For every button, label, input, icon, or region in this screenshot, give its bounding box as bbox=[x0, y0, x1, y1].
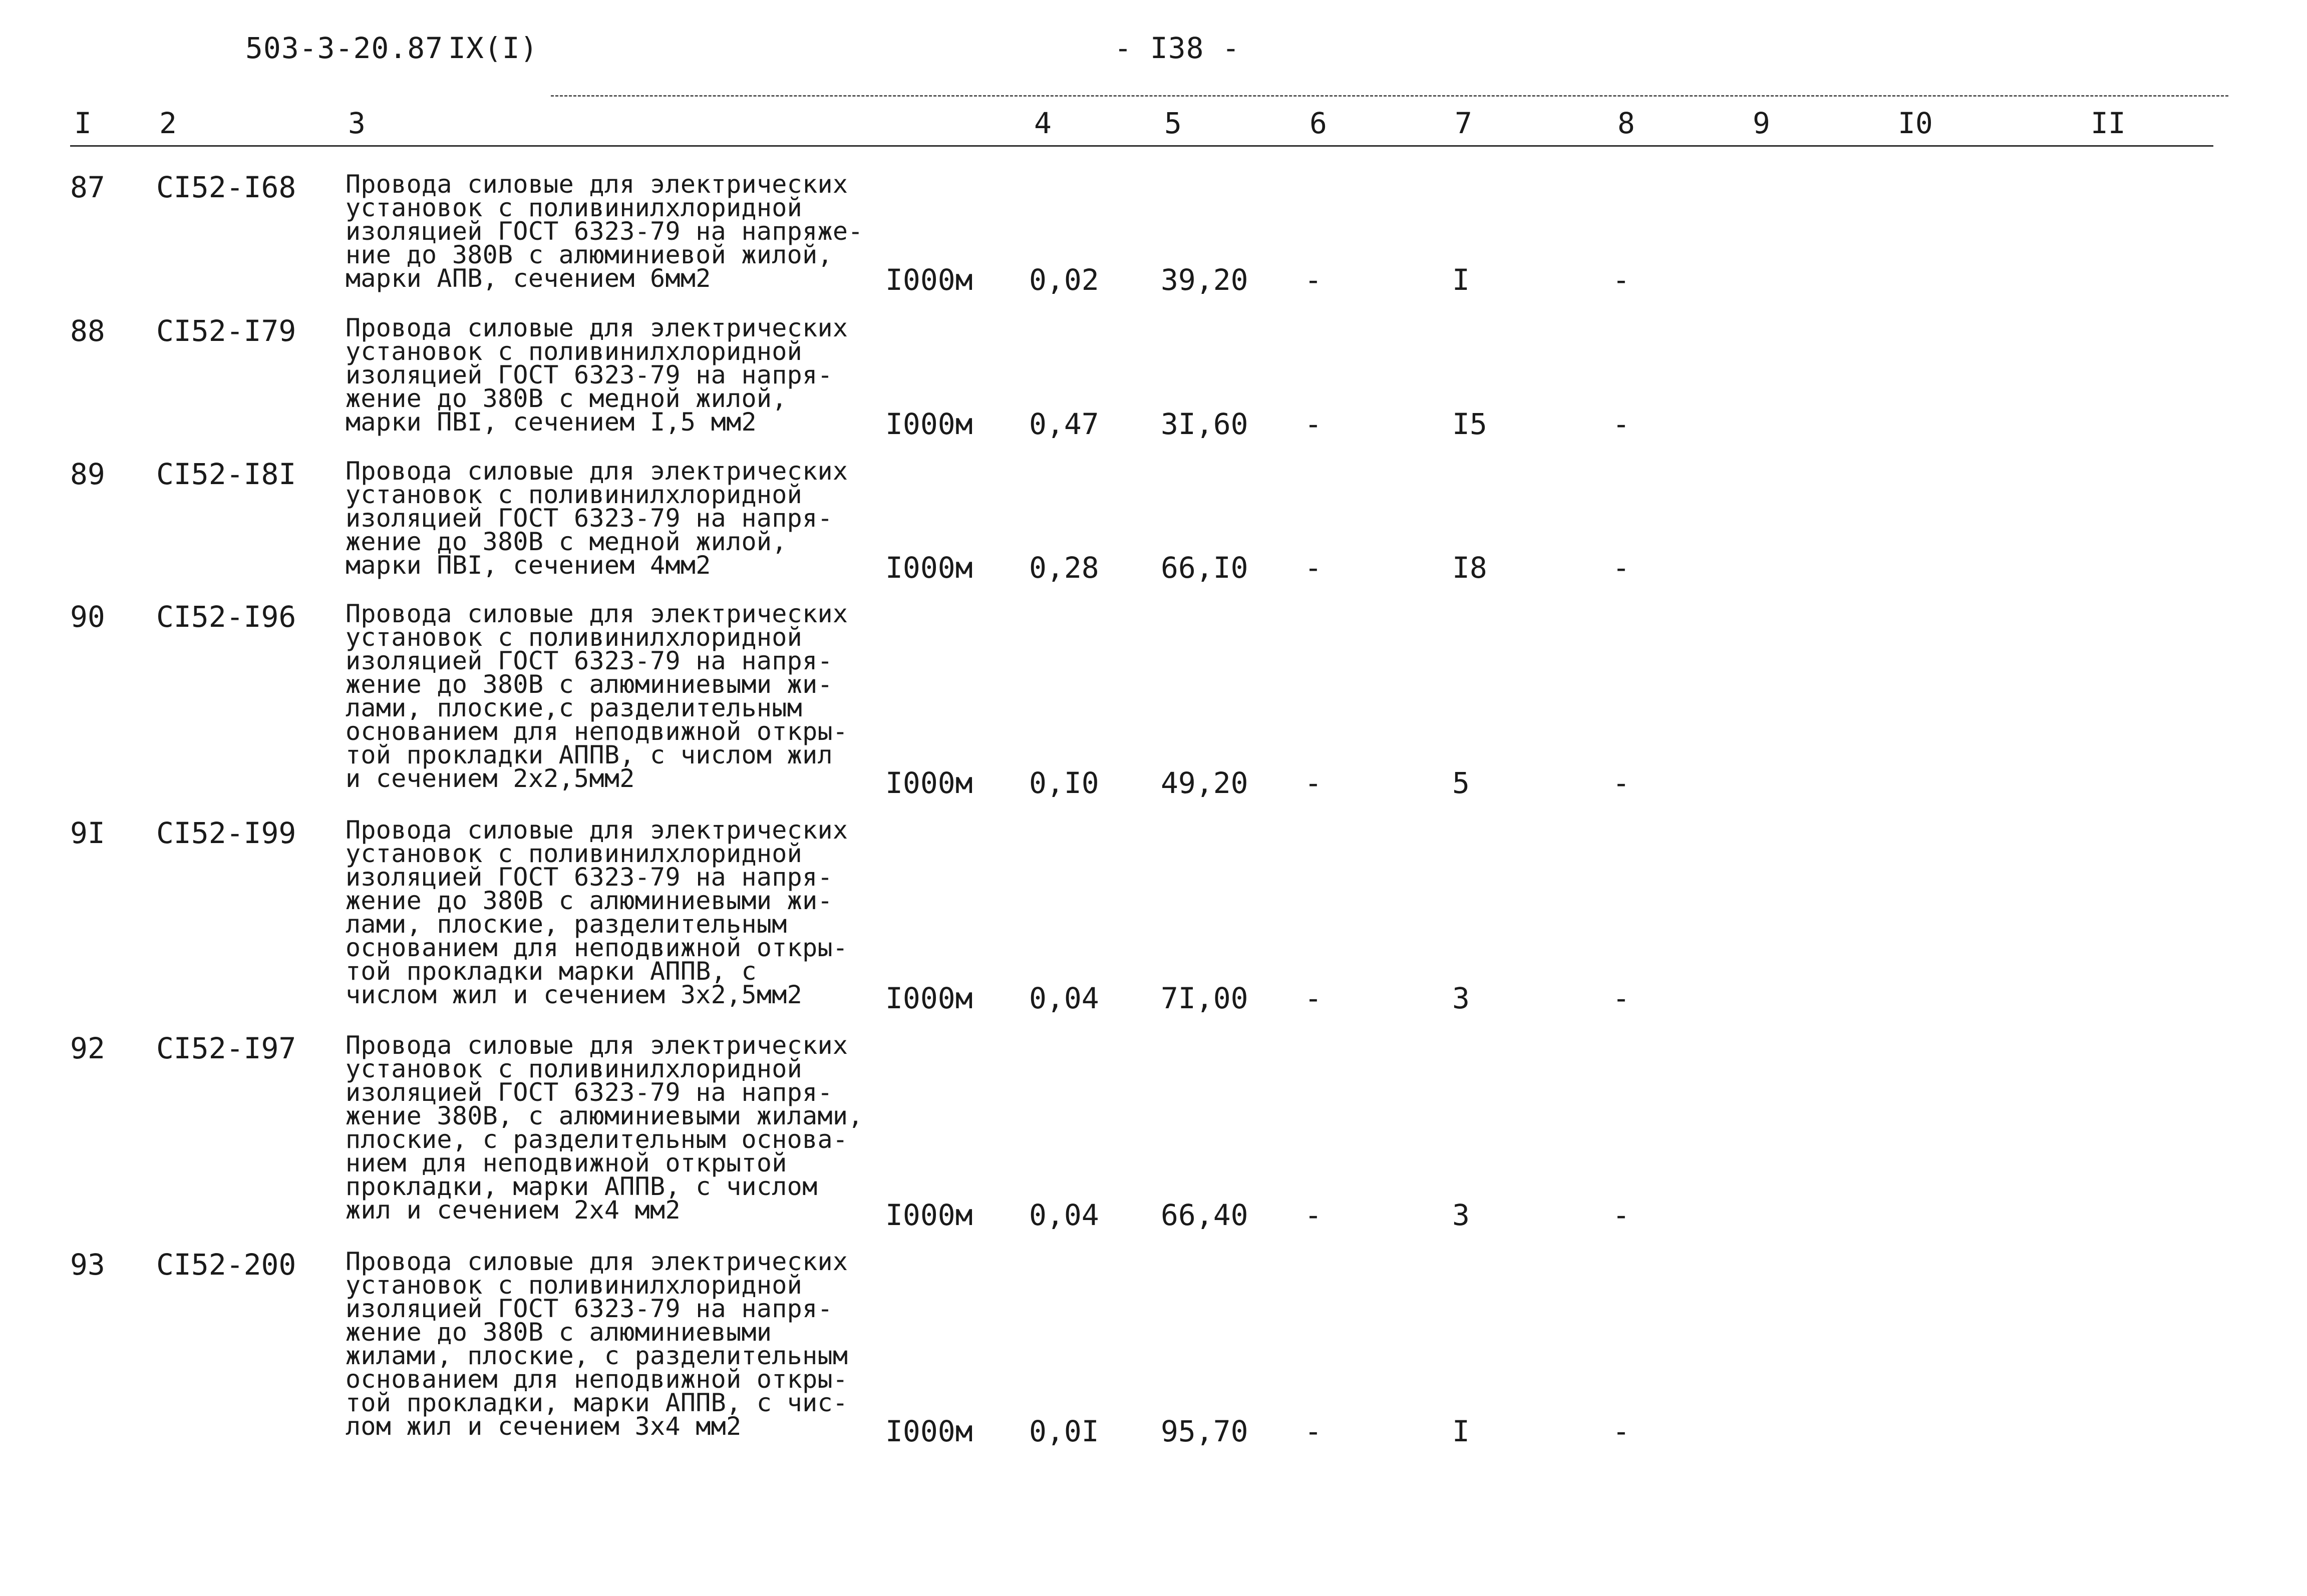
sheet-part: IX(I) bbox=[448, 31, 538, 65]
description-cell: Провода силовые для электрических установок с поливинилхлоридной изоляцией ГОСТ 6323-79 на напря- жение до 380В с медной жилой, марки ПВI, сечением 4мм2 bbox=[346, 457, 848, 580]
dash-cell: - bbox=[1612, 263, 1630, 297]
value-cell: 66,40 bbox=[1161, 1198, 1248, 1232]
code-cell: CI52-I79 bbox=[156, 314, 296, 348]
header-rule bbox=[70, 145, 2213, 147]
value-cell: 3I,60 bbox=[1161, 407, 1248, 441]
dash-cell: - bbox=[1304, 263, 1322, 297]
quantity-cell: I8 bbox=[1452, 551, 1487, 585]
value-cell: 0,0I bbox=[1029, 1414, 1099, 1448]
code-cell: CI52-I97 bbox=[156, 1031, 296, 1065]
unit-cell: I000м bbox=[885, 551, 973, 585]
value-cell: 0,47 bbox=[1029, 407, 1099, 441]
code-cell: CI52-I68 bbox=[156, 170, 296, 204]
dash-cell: - bbox=[1612, 981, 1630, 1015]
code-cell: CI52-I96 bbox=[156, 600, 296, 634]
row-number: 87 bbox=[70, 170, 105, 204]
value-cell: 66,I0 bbox=[1161, 551, 1248, 585]
description-cell: Провода силовые для электрических установок с поливинилхлоридной изоляцией ГОСТ 6323-79 на напря- жение до 380В с алюминиевыми жилами, плоские, с разделительным основанием для неподвижной откры- той прокладки, марки АППВ, с чис- лом жил и сечением 3х4 мм2 bbox=[346, 1247, 848, 1441]
row-number: 89 bbox=[70, 457, 105, 491]
quantity-cell: I5 bbox=[1452, 407, 1487, 441]
value-cell: 0,02 bbox=[1029, 263, 1099, 297]
dash-cell: - bbox=[1612, 407, 1630, 441]
row-number: 92 bbox=[70, 1031, 105, 1065]
description-cell: Провода силовые для электрических установок с поливинилхлоридной изоляцией ГОСТ 6323-79 на напряже- ние до 380В с алюминиевой жилой, марки АПВ, сечением 6мм2 bbox=[346, 170, 863, 293]
unit-cell: I000м bbox=[885, 766, 973, 800]
unit-cell: I000м bbox=[885, 407, 973, 441]
dash-cell: - bbox=[1304, 981, 1322, 1015]
column-number-4: 4 bbox=[1034, 106, 1052, 140]
description-cell: Провода силовые для электрических установок с поливинилхлоридной изоляцией ГОСТ 6323-79 на напря- жение до 380В с алюминиевыми жи- лами, плоские, разделительным основанием для неподвижной откры- той прокладки марки АППВ, с числом жил и сечением 3х2,5мм2 bbox=[346, 816, 848, 1009]
row-number: 9I bbox=[70, 816, 105, 850]
description-cell: Провода силовые для электрических установок с поливинилхлоридной изоляцией ГОСТ 6323-79 на напря- жение 380В, с алюминиевыми жилами, плоские, с разделительным основа- нием для неподвижной открытой прокладки, марки АППВ, с числом жил и сечением 2х4 мм2 bbox=[346, 1031, 863, 1225]
unit-cell: I000м bbox=[885, 263, 973, 297]
row-number: 88 bbox=[70, 314, 105, 348]
description-cell: Провода силовые для электрических установок с поливинилхлоридной изоляцией ГОСТ 6323-79 на напря- жение до 380В с медной жилой, марки ПВI, сечением I,5 мм2 bbox=[346, 313, 848, 437]
quantity-cell: I bbox=[1452, 263, 1470, 297]
dash-cell: - bbox=[1612, 551, 1630, 585]
description-cell: Провода силовые для электрических установок с поливинилхлоридной изоляцией ГОСТ 6323-79 на напря- жение до 380В с алюминиевыми жи- лами, плоские,с разделительным основанием для неподвижной откры- той прокладки АППВ, с числом жил и сечением 2х2,5мм2 bbox=[346, 599, 848, 793]
dash-cell: - bbox=[1304, 407, 1322, 441]
value-cell: 0,I0 bbox=[1029, 766, 1099, 800]
value-cell: 7I,00 bbox=[1161, 981, 1248, 1015]
column-number-9: 9 bbox=[1753, 106, 1770, 140]
row-number: 90 bbox=[70, 600, 105, 634]
column-number-8: 8 bbox=[1617, 106, 1635, 140]
quantity-cell: I bbox=[1452, 1414, 1470, 1448]
quantity-cell: 5 bbox=[1452, 766, 1470, 800]
page-number: - I38 - bbox=[1114, 31, 1240, 65]
quantity-cell: 3 bbox=[1452, 1198, 1470, 1232]
unit-cell: I000м bbox=[885, 1414, 973, 1448]
column-number-3: 3 bbox=[348, 106, 366, 140]
top-rule bbox=[551, 95, 2228, 97]
value-cell: 0,04 bbox=[1029, 1198, 1099, 1232]
column-number-5: 5 bbox=[1164, 106, 1182, 140]
code-cell: CI52-I8I bbox=[156, 457, 296, 491]
column-number-10: I0 bbox=[1898, 106, 1933, 140]
quantity-cell: 3 bbox=[1452, 981, 1470, 1015]
value-cell: 39,20 bbox=[1161, 263, 1248, 297]
dash-cell: - bbox=[1304, 1198, 1322, 1232]
dash-cell: - bbox=[1304, 766, 1322, 800]
unit-cell: I000м bbox=[885, 981, 973, 1015]
value-cell: 0,04 bbox=[1029, 981, 1099, 1015]
value-cell: 49,20 bbox=[1161, 766, 1248, 800]
dash-cell: - bbox=[1612, 766, 1630, 800]
column-number-6: 6 bbox=[1309, 106, 1327, 140]
unit-cell: I000м bbox=[885, 1198, 973, 1232]
column-number-7: 7 bbox=[1455, 106, 1472, 140]
code-cell: CI52-I99 bbox=[156, 816, 296, 850]
row-number: 93 bbox=[70, 1248, 105, 1282]
column-number-11: II bbox=[2091, 106, 2126, 140]
dash-cell: - bbox=[1612, 1414, 1630, 1448]
column-number-1: I bbox=[74, 106, 92, 140]
document-code: 503-3-20.87 bbox=[245, 31, 444, 65]
value-cell: 0,28 bbox=[1029, 551, 1099, 585]
code-cell: CI52-200 bbox=[156, 1248, 296, 1282]
value-cell: 95,70 bbox=[1161, 1414, 1248, 1448]
dash-cell: - bbox=[1304, 551, 1322, 585]
dash-cell: - bbox=[1304, 1414, 1322, 1448]
column-number-2: 2 bbox=[159, 106, 177, 140]
dash-cell: - bbox=[1612, 1198, 1630, 1232]
